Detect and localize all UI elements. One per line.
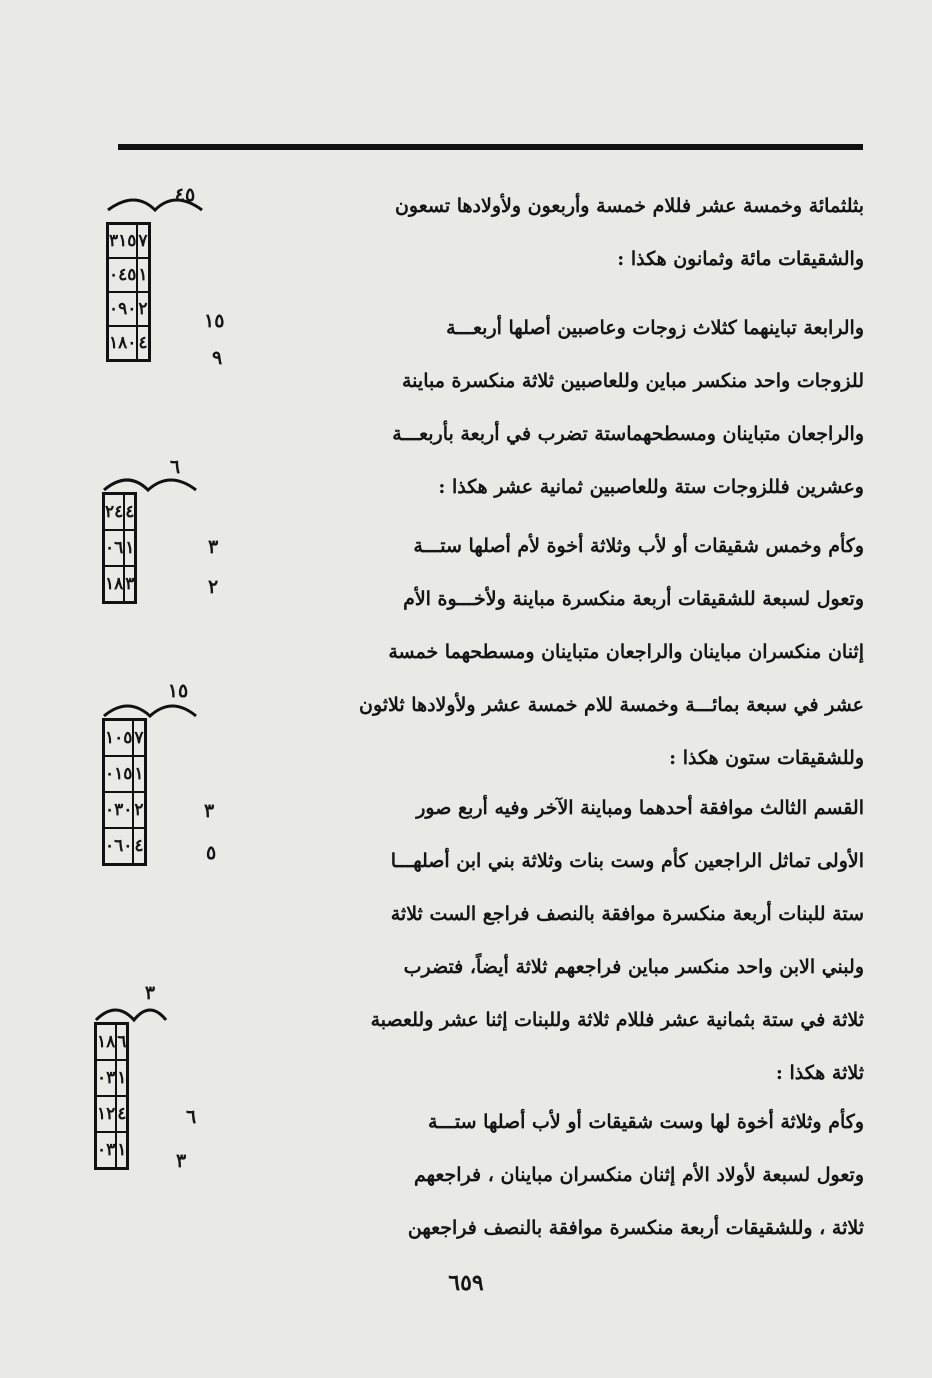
heir-count: ٦: [186, 1106, 197, 1128]
table-row: [96, 1060, 128, 1096]
table-grid: [94, 1022, 129, 1170]
table-cell: ٠٣٠: [104, 792, 134, 828]
text-line: وللشقيقات ستون هكذا :: [669, 747, 864, 769]
table-cell: ٦: [116, 1024, 128, 1061]
table-cell: ١: [133, 756, 145, 792]
table-cell: ١: [116, 1132, 128, 1169]
table-row: [96, 1096, 128, 1132]
table-cell: ٤: [133, 828, 145, 865]
page-number: ٦٥٩: [448, 1270, 484, 1296]
text-line: ولبني الابن واحد منكسر مباين فراجعهم ثلاثة أيضاً، فتضرب: [403, 956, 864, 978]
table-cell: ١٠٥: [104, 720, 134, 757]
table-total: ٤٥: [174, 184, 196, 206]
table-cell: ٢٤: [104, 494, 125, 531]
text-line: وتعول لسبعة لأولاد الأم إثنان منكسران مباينان ، فراجعهم: [413, 1164, 864, 1186]
table-total: ١٥: [167, 680, 189, 702]
text-line: إثنان منكسران مباينان والراجعان متباينان ومسطحهما خمسة: [388, 641, 864, 663]
table-cell: ٠٦٠: [104, 828, 134, 865]
table-cell: ١٢: [96, 1096, 117, 1132]
table-cell: ٣١٥: [108, 224, 138, 259]
heir-count: ٥: [206, 842, 217, 864]
text-line: وكأم وثلاثة أخوة لها وست شقيقات أو لأب أصلها ستـــة: [428, 1111, 864, 1133]
text-line: القسم الثالث موافقة أحدهما ومباينة الآخر وفيه أربع صور: [416, 797, 864, 819]
text-line: ثلاثة ، وللشقيقات أربعة منكسرة موافقة بالنصف فراجعهن: [407, 1217, 864, 1239]
heir-count: ٩: [212, 347, 223, 369]
table-total: ٦: [169, 456, 181, 478]
heir-count: ١٥: [204, 310, 225, 332]
text-line: وعشرين فللزوجات ستة وللعاصبين ثمانية عشر هكذا :: [438, 476, 864, 498]
text-line: ستة للبنات أربعة منكسرة موافقة بالنصف فراجع الست ثلاثة: [390, 903, 864, 925]
table-cell: ٠١٥: [104, 756, 134, 792]
text-line: ثلاثة هكذا :: [775, 1062, 864, 1084]
text-line: وتعول لسبعة للشقيقات أربعة منكسرة مباينة ولأخـــوة الأم: [403, 588, 864, 610]
table-cell: ٠٦: [104, 530, 125, 566]
table-cell: ٤: [116, 1096, 128, 1132]
text-line: الأولى تماثل الراجعين كأم وست بنات وثلاثة بني ابن أصلهـــا: [390, 850, 864, 872]
text-line: عشر في سبعة بمائـــة وخمسة للام خمسة عشر ولأولادها ثلاثون: [358, 694, 864, 716]
table-row: [96, 1132, 128, 1169]
table-cell: ٠٩٠: [108, 292, 138, 326]
text-line: والشقيقات مائة وثمانون هكذا :: [617, 248, 864, 270]
table-cell: ٢: [137, 292, 149, 326]
text-line: والراجعان متباينان ومسطحهماستة تضرب في أربعة بأربعـــة: [392, 423, 864, 445]
table-cell: ٧: [137, 224, 149, 259]
table-row: [96, 1024, 128, 1061]
heir-count: ٣: [208, 536, 219, 558]
table-cell: ١٨: [96, 1024, 117, 1061]
text-line: للزوجات واحد منكسر مباين وللعاصبين ثلاثة منكسرة مباينة: [402, 370, 864, 392]
table-cell: ١: [137, 258, 149, 292]
text-line: ثلاثة في ستة بثمانية عشر فللام ثلاثة وللبنات إثنا عشر وللعصبة: [370, 1009, 864, 1031]
table-cell: ٤: [124, 494, 136, 531]
table-cell: ٠٣: [96, 1132, 117, 1169]
table-cell: ٠٣: [96, 1060, 117, 1096]
table-cell: ١٨: [104, 566, 125, 603]
table-cell: ٠٤٥: [108, 258, 138, 292]
text-line: والرابعة تباينهما كثلاث زوجات وعاصبين أصلها أربعـــة: [446, 317, 864, 339]
heir-count: ٣: [204, 800, 215, 822]
heir-count: ٢: [208, 576, 219, 598]
table-cell: ٣: [124, 566, 136, 603]
text-line: بثلثمائة وخمسة عشر فللام خمسة وأربعون ولأولادها تسعون: [394, 195, 864, 217]
table-total: ٣: [144, 982, 156, 1004]
table-cell: ١٨٠: [108, 326, 138, 361]
text-line: وكأم وخمس شقيقات أو لأب وثلاثة أخوة لأم أصلها ستـــة: [413, 535, 864, 557]
table-cell: ٢: [133, 792, 145, 828]
table-cell: ٧: [133, 720, 145, 757]
table-cell: ٤: [137, 326, 149, 361]
heir-count: ٣: [176, 1150, 187, 1172]
table-cell: ١: [116, 1060, 128, 1096]
table-cell: ١: [124, 530, 136, 566]
